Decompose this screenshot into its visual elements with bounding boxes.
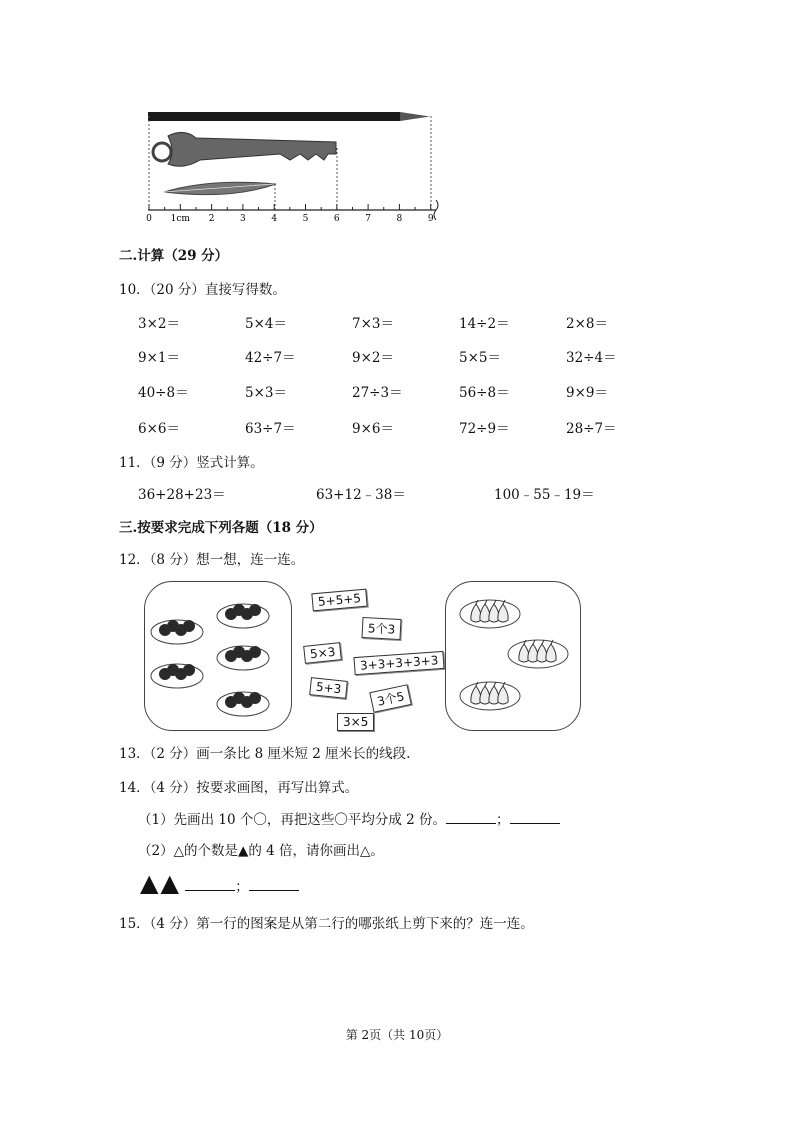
answer-blank[interactable]	[510, 810, 560, 824]
solid-triangles: ▲▲	[140, 869, 181, 897]
vertical-calc-item: 100﹣55﹣19＝	[494, 487, 595, 503]
question-14-part2: （2）△的个数是▲的 4 倍，请你画出△。	[138, 843, 384, 859]
pear-plate	[460, 682, 520, 710]
pear-plates-illustration	[446, 582, 580, 730]
ruler-label: 2	[208, 214, 215, 224]
oral-calc-item: 5×4＝	[245, 316, 287, 332]
ruler-label: 8	[396, 214, 403, 224]
pear-plate	[460, 600, 520, 628]
question-11-prompt: 11．（9 分）竖式计算。	[119, 455, 264, 471]
ruler-label: 1cm	[170, 214, 190, 224]
ruler-label: 5	[302, 214, 309, 224]
ruler-label: 4	[271, 214, 278, 224]
separator: ；	[496, 812, 510, 828]
oral-calc-item: 3×2＝	[138, 316, 180, 332]
apple-plate	[151, 620, 203, 644]
oral-calc-item: 56÷8＝	[459, 385, 510, 401]
section-title-calc: 二.计算（29 分）	[119, 248, 229, 264]
ruler-label: 6	[333, 214, 340, 224]
pear-plate	[508, 640, 568, 668]
ruler-label: 3	[240, 214, 246, 224]
vertical-calc-item: 63+12﹣38＝	[316, 487, 406, 503]
ruler-label: 7	[365, 214, 371, 224]
oral-calc-item: 14÷2＝	[459, 316, 510, 332]
ruler-label: 9	[427, 214, 434, 224]
question-14-part1	[138, 810, 560, 829]
oral-calc-item: 32÷4＝	[566, 350, 617, 366]
oral-calc-item: 9×6＝	[352, 421, 394, 437]
oral-calc-item: 6×6＝	[138, 421, 180, 437]
oral-calc-item: 2×8＝	[566, 316, 608, 332]
leaf-image	[164, 182, 276, 194]
oral-calc-item: 72÷9＝	[459, 421, 510, 437]
apple-plates-illustration	[145, 582, 291, 730]
expression-card[interactable]: 5+3	[309, 677, 348, 699]
oral-calc-item: 5×5＝	[459, 350, 501, 366]
oral-calc-item: 5×3＝	[245, 385, 287, 401]
pear-plates-panel	[445, 581, 581, 731]
expression-card[interactable]: 5+5+5	[311, 589, 367, 612]
apple-plates-panel	[144, 581, 292, 731]
expression-card[interactable]: 5×3	[303, 642, 342, 664]
question-10-prompt: 10．（20 分）直接写得数。	[119, 282, 286, 298]
oral-calc-item: 9×2＝	[352, 350, 394, 366]
oral-calc-item: 9×1＝	[138, 350, 180, 366]
question-13-prompt: 13．（2 分）画一条比 8 厘米短 2 厘米长的线段.	[119, 746, 411, 762]
oral-calc-item: 28÷7＝	[566, 421, 617, 437]
ruler-label: 0	[146, 214, 152, 224]
oral-calc-item: 9×9＝	[566, 385, 608, 401]
oral-calc-item: 7×3＝	[352, 316, 394, 332]
key-image	[153, 132, 336, 166]
expression-card[interactable]: 5个3	[361, 617, 401, 640]
answer-blank[interactable]	[446, 810, 496, 824]
answer-blank[interactable]	[249, 877, 299, 891]
part1-text: （1）先画出 10 个〇，再把这些〇平均分成 2 份。	[138, 812, 447, 828]
ruler-figure	[140, 104, 460, 230]
apple-plate	[151, 664, 203, 688]
question-14-prompt: 14．（4 分）按要求画图，再写出算式。	[119, 780, 359, 796]
oral-calc-item: 63÷7＝	[245, 421, 296, 437]
expression-card[interactable]: 3×5	[337, 713, 374, 731]
separator: ；	[235, 879, 249, 895]
question-15-prompt: 15．（4 分）第一行的图案是从第二行的哪张纸上剪下来的？连一连。	[119, 916, 534, 932]
expression-card[interactable]: 3+3+3+3+3	[353, 651, 444, 675]
question-12-prompt: 12．（8 分）想一想，连一连。	[119, 552, 305, 568]
vertical-calc-item: 36+28+23＝	[138, 487, 226, 503]
oral-calc-item: 40÷8＝	[138, 385, 189, 401]
question-14-triangles-line	[140, 869, 299, 897]
pencil-image	[148, 112, 430, 121]
oral-calc-item: 27÷3＝	[352, 385, 403, 401]
apple-plate	[217, 604, 269, 628]
apple-plate	[217, 692, 269, 716]
section-title-tasks: 三.按要求完成下列各题（18 分）	[119, 520, 323, 536]
apple-plate	[217, 646, 269, 670]
oral-calc-item: 42÷7＝	[245, 350, 296, 366]
answer-blank[interactable]	[185, 877, 235, 891]
expression-card[interactable]: 3个5	[369, 684, 412, 713]
page-footer: 第 2页（共 10页）	[345, 1028, 449, 1042]
